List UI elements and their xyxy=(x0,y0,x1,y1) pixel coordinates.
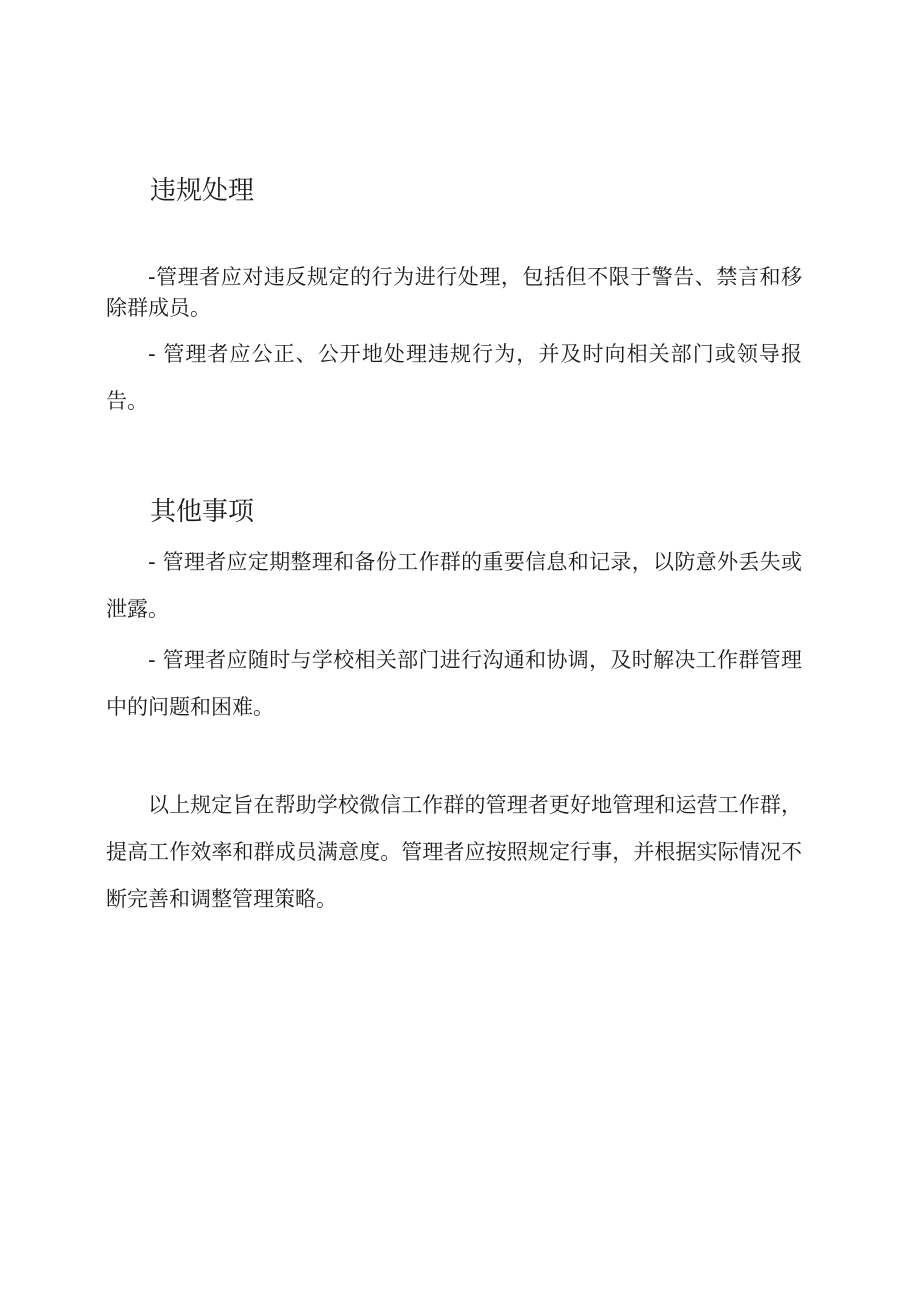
section-heading-violations: 违规处理 xyxy=(150,176,255,206)
paragraph-violations-2: - 管理者应公正、公开地处理违规行为，并及时向相关部门或领导报告。 xyxy=(106,342,802,413)
paragraph-other-1: - 管理者应定期整理和备份工作群的重要信息和记录，以防意外丢失或泄露。 xyxy=(106,550,802,621)
paragraph-other-2: - 管理者应随时与学校相关部门进行沟通和协调，及时解决工作群管理中的问题和困难。 xyxy=(106,648,802,719)
conclusion-paragraph: 以上规定旨在帮助学校微信工作群的管理者更好地管理和运营工作群，提高工作效率和群成员满意度。管理者应按照规定行事，并根据实际情况不断完善和调整管理策略。 xyxy=(106,793,802,911)
section-heading-other: 其他事项 xyxy=(150,497,255,527)
paragraph-violations-1: -管理者应对违反规定的行为进行处理，包括但不限于警告、禁言和移除群成员。 xyxy=(106,265,802,320)
